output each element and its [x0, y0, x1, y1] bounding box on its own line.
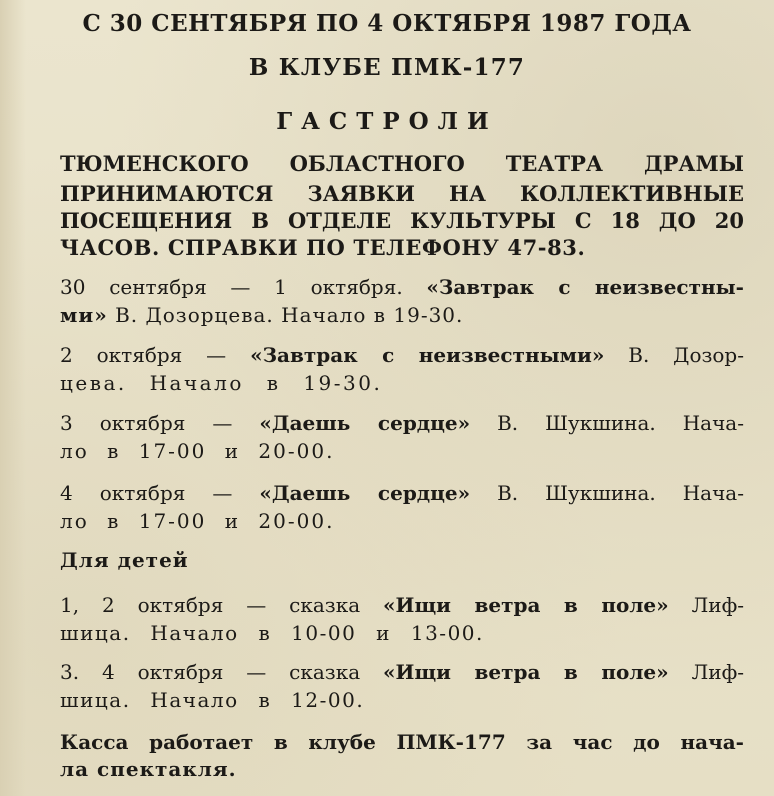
play-title: «Ищи ветра в поле»: [383, 593, 669, 617]
children-heading: Для детей: [60, 548, 189, 572]
box-office-line-1: Касса работает в клубе ПМК-177 за час до нача-: [60, 730, 744, 754]
schedule-item-2-line-1: 2 октября — «Завтрак с неизвестными» В. Дозор-: [60, 343, 744, 367]
children-item-1-line-1: 1, 2 октября — сказка «Ищи ветра в поле» Лиф-: [60, 593, 744, 617]
children-item-1-line-2: шица. Начало в 10-00 и 13-00.: [60, 621, 484, 645]
play-title: «Завтрак с неизвестными»: [250, 343, 605, 367]
intro-line-1: ТЮМЕНСКОГО ОБЛАСТНОГО ТЕАТРА ДРАМЫ: [60, 151, 744, 176]
box-office-line-2: ла спектакля.: [60, 757, 237, 781]
play-title: «Ищи ветра в поле»: [383, 660, 669, 684]
children-item-2-line-2: шица. Начало в 12-00.: [60, 688, 365, 712]
intro-line-3: ПОСЕЩЕНИЯ В ОТДЕЛЕ КУЛЬТУРЫ С 18 ДО 20: [60, 208, 744, 233]
schedule-item-1-line-1: 30 сентября — 1 октября. «Завтрак с неизвестны-: [60, 275, 744, 299]
play-title: «Даешь сердце»: [259, 411, 471, 435]
schedule-item-3-line-2: ло в 17-00 и 20-00.: [60, 439, 335, 463]
header-venue: В КЛУБЕ ПМК-177: [248, 54, 526, 81]
schedule-item-4-line-2: ло в 17-00 и 20-00.: [60, 509, 335, 533]
schedule-item-4-line-1: 4 октября — «Даешь сердце» В. Шукшина. Нача-: [60, 481, 744, 505]
intro-line-2: ПРИНИМАЮТСЯ ЗАЯВКИ НА КОЛЛЕКТИВНЫЕ: [60, 181, 744, 206]
intro-line-4: ЧАСОВ. СПРАВКИ ПО ТЕЛЕФОНУ 47-83.: [60, 235, 586, 260]
header-tour: ГАСТРОЛИ: [276, 108, 498, 135]
schedule-item-3-line-1: 3 октября — «Даешь сердце» В. Шукшина. Нача-: [60, 411, 744, 435]
schedule-item-2-line-2: цева. Начало в 19-30.: [60, 371, 383, 395]
schedule-item-1-line-2: ми» В. Дозорцева. Начало в 19-30.: [60, 303, 464, 327]
play-title: ми»: [60, 303, 108, 327]
children-item-2-line-1: 3. 4 октября — сказка «Ищи ветра в поле» Лиф-: [60, 660, 744, 684]
play-title: «Даешь сердце»: [259, 481, 471, 505]
header-dates: С 30 СЕНТЯБРЯ ПО 4 ОКТЯБРЯ 1987 ГОДА: [82, 10, 692, 37]
play-title: «Завтрак с неизвестны-: [426, 275, 744, 299]
